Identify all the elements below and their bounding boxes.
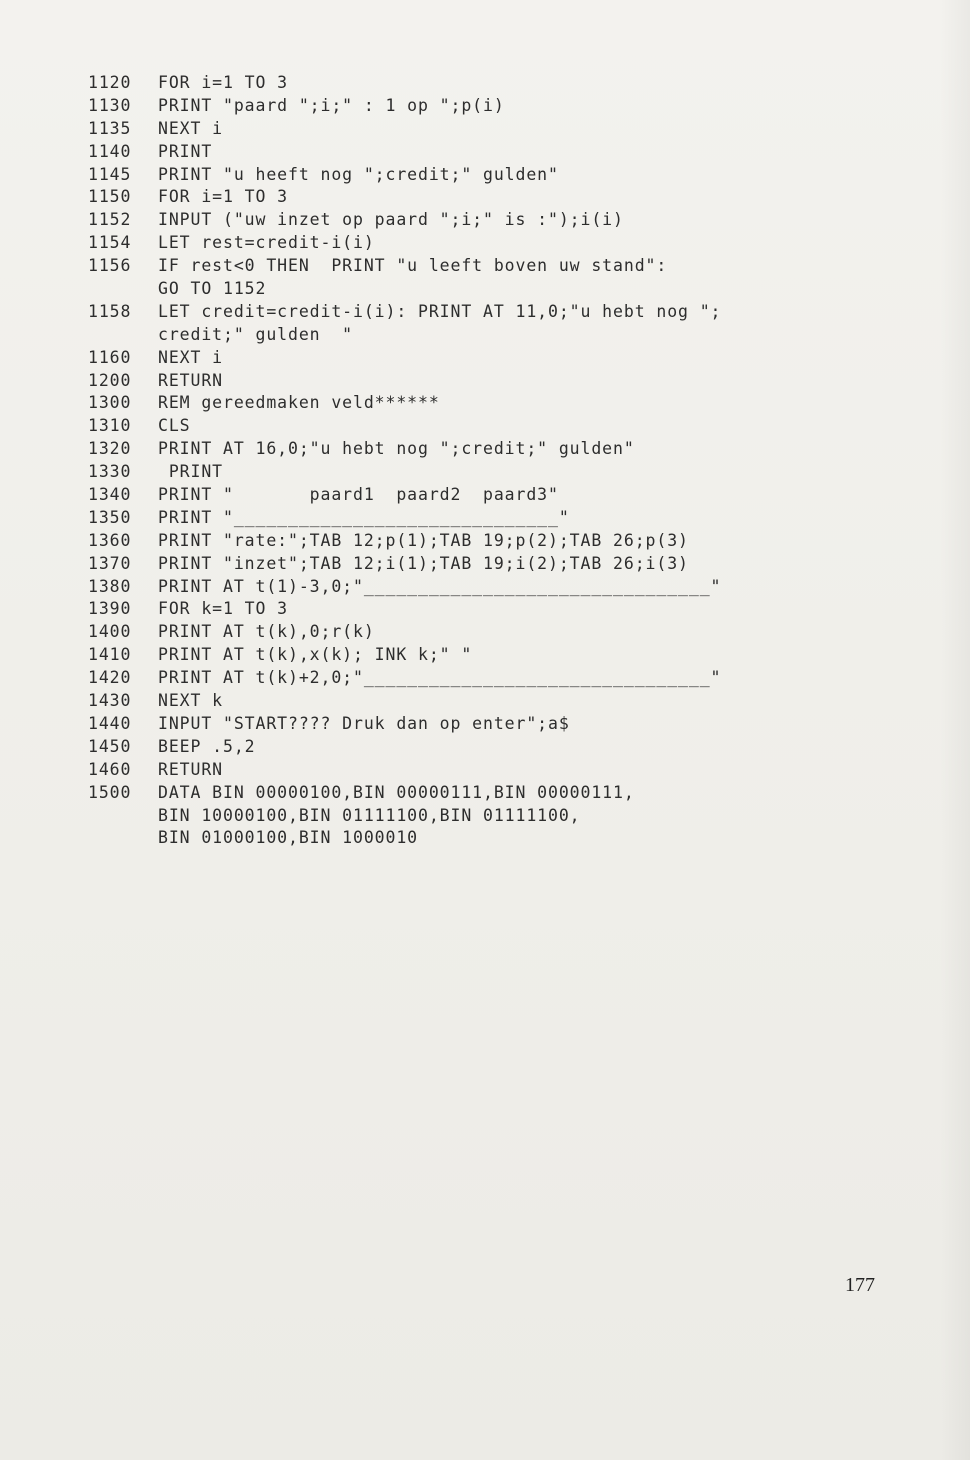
- line-code: credit;" gulden ": [158, 324, 354, 344]
- code-line: [88, 827, 888, 850]
- line-code: INPUT ("uw inzet op paard ";i;" is :");i(i): [158, 210, 624, 230]
- line-code: PRINT: [158, 462, 224, 482]
- code-line: [88, 507, 888, 530]
- line-code: NEXT i: [158, 347, 224, 367]
- code-line: [88, 415, 888, 438]
- code-line: [88, 186, 888, 209]
- line-number: 1440: [88, 713, 132, 733]
- code-line: [88, 598, 888, 621]
- line-number: 1130: [88, 95, 132, 115]
- code-line: [88, 95, 888, 118]
- line-code: PRINT "rate:";TAB 12;p(1);TAB 19;p(2);TAB 26;p(3): [158, 530, 689, 550]
- line-number: 1160: [88, 347, 132, 367]
- code-line: [88, 530, 888, 553]
- code-line: [88, 667, 888, 690]
- line-code: PRINT AT t(1)-3,0;"________________________________": [158, 576, 722, 596]
- line-number: 1152: [88, 210, 132, 230]
- line-number: 1145: [88, 164, 132, 184]
- code-line: [88, 553, 888, 576]
- line-code: NEXT i: [158, 118, 224, 138]
- code-line: [88, 805, 888, 828]
- code-line: [88, 118, 888, 141]
- code-line: [88, 164, 888, 187]
- line-code: IF rest<0 THEN PRINT "u leeft boven uw stand":: [158, 256, 668, 276]
- code-line: [88, 782, 888, 805]
- line-number: 1120: [88, 73, 132, 92]
- line-code: CLS: [158, 416, 191, 436]
- line-code: FOR k=1 TO 3: [158, 599, 289, 619]
- line-code: FOR i=1 TO 3: [158, 187, 289, 207]
- line-code: PRINT AT t(k),0;r(k): [158, 622, 375, 642]
- code-line: [88, 576, 888, 599]
- line-code: BIN 01000100,BIN 1000010: [158, 828, 419, 848]
- code-line: [88, 232, 888, 255]
- code-line: [88, 278, 888, 301]
- code-line: [88, 392, 888, 415]
- line-code: PRINT "inzet";TAB 12;i(1);TAB 19;i(2);TAB 26;i(3): [158, 553, 689, 573]
- line-number: 1200: [88, 370, 132, 390]
- code-line: [88, 347, 888, 370]
- line-code: GO TO 1152: [158, 279, 267, 299]
- code-line: [88, 301, 888, 324]
- line-number: 1156: [88, 256, 132, 276]
- line-number: 1430: [88, 691, 132, 711]
- code-line: [88, 690, 888, 713]
- line-number: 1500: [88, 782, 132, 802]
- line-number: 1310: [88, 416, 132, 436]
- line-code: BIN 10000100,BIN 01111100,BIN 01111100,: [158, 805, 581, 825]
- line-number: 1370: [88, 553, 132, 573]
- line-number: 1390: [88, 599, 132, 619]
- code-line: [88, 644, 888, 667]
- line-code: REM gereedmaken veld******: [158, 393, 440, 413]
- line-number: 1154: [88, 233, 132, 253]
- line-number: 1150: [88, 187, 132, 207]
- line-code: PRINT AT 16,0;"u hebt nog ";credit;" gulden": [158, 439, 635, 459]
- code-line: [88, 324, 888, 347]
- line-code: INPUT "START???? Druk dan op enter";a$: [158, 713, 570, 733]
- line-code: PRINT " paard1 paard2 paard3": [158, 485, 559, 505]
- line-code: PRINT AT t(k),x(k); INK k;" ": [158, 645, 473, 665]
- line-number: 1380: [88, 576, 132, 596]
- line-number: 1460: [88, 759, 132, 779]
- line-code: RETURN: [158, 370, 224, 390]
- code-line: [88, 461, 888, 484]
- line-code: DATA BIN 00000100,BIN 00000111,BIN 00000111,: [158, 782, 635, 802]
- code-line: [88, 621, 888, 644]
- line-code: FOR i=1 TO 3: [158, 73, 289, 92]
- page-number: 177: [845, 1274, 875, 1296]
- code-line: [88, 736, 888, 759]
- code-line: [88, 484, 888, 507]
- line-number: 1450: [88, 736, 132, 756]
- line-number: 1400: [88, 622, 132, 642]
- line-number: 1350: [88, 507, 132, 527]
- code-line: [88, 255, 888, 278]
- line-number: 1360: [88, 530, 132, 550]
- line-number: 1340: [88, 485, 132, 505]
- program-listing: [88, 72, 888, 850]
- line-code: PRINT AT t(k)+2,0;"________________________________": [158, 668, 722, 688]
- line-code: LET rest=credit-i(i): [158, 233, 375, 253]
- line-number: 1330: [88, 462, 132, 482]
- line-number: 1140: [88, 141, 132, 161]
- code-line: [88, 141, 888, 164]
- line-code: PRINT "______________________________": [158, 507, 570, 527]
- line-number: 1300: [88, 393, 132, 413]
- line-code: BEEP .5,2: [158, 736, 256, 756]
- line-code: LET credit=credit-i(i): PRINT AT 11,0;"u hebt nog ";: [158, 301, 722, 321]
- code-line: [88, 209, 888, 232]
- line-number: 1420: [88, 668, 132, 688]
- line-number: 1158: [88, 301, 132, 321]
- code-line: [88, 72, 888, 95]
- code-line: [88, 759, 888, 782]
- code-line: [88, 713, 888, 736]
- line-number: 1410: [88, 645, 132, 665]
- line-code: RETURN: [158, 759, 224, 779]
- code-line: [88, 438, 888, 461]
- line-code: PRINT "u heeft nog ";credit;" gulden": [158, 164, 559, 184]
- code-line: [88, 370, 888, 393]
- line-code: NEXT k: [158, 691, 224, 711]
- line-code: PRINT "paard ";i;" : 1 op ";p(i): [158, 95, 505, 115]
- line-number: 1320: [88, 439, 132, 459]
- line-number: 1135: [88, 118, 132, 138]
- line-code: PRINT: [158, 141, 213, 161]
